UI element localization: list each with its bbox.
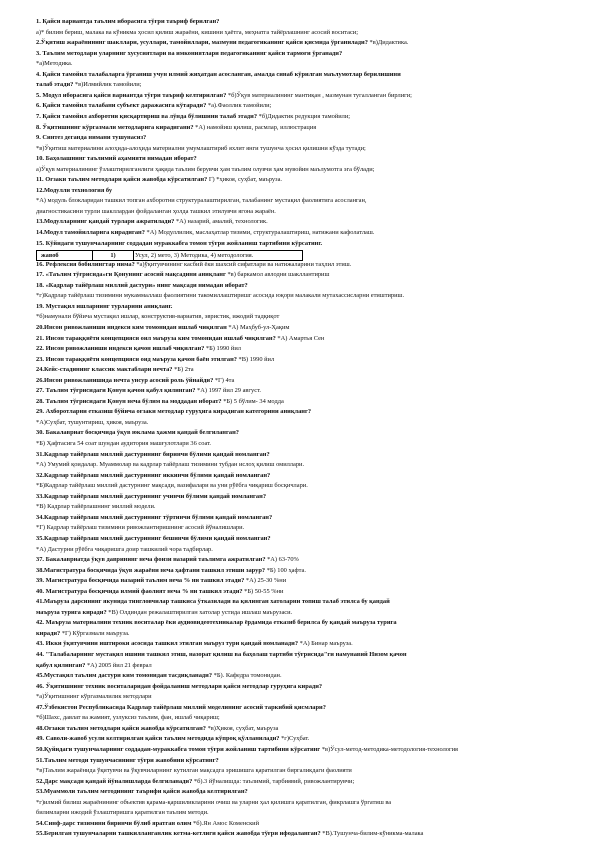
text-line <box>36 366 566 374</box>
question-text: 3. Таълим методлари уларнинг хусусиятлари ва имкониятлари педагогиканинг қайси тармоғи ўрганади? <box>36 49 343 57</box>
answer-text: *в)Таълим жараёнида ўқитувчи ва ўқувчиларнинг кутилган мақсадга эришишга қаратилган биргаликдаги фаолияти <box>36 767 352 775</box>
text-line <box>36 820 566 828</box>
question-text: 16. Рефлексия бобилингтар нима? <box>36 260 135 268</box>
question-text: 24.Кейс-стадининг классик мактаблари нечта? <box>36 366 173 374</box>
answer-text: *В) Олдиндан режалаштирилган хатолар устида ишлаш маърузаси. <box>106 608 293 616</box>
text-line <box>36 124 566 132</box>
question-text: 23. Инсон тараққиёти концепцияси оид маъруза қачон баён этилган? <box>36 355 237 363</box>
answer-text: *В) Кадрлар тайёрлашнинг миллий модели. <box>36 503 156 511</box>
answer-text: *а)Ўқитишнинг кўргазмалилик методлари <box>36 693 152 701</box>
answer-table-q15 <box>36 250 303 261</box>
text-line <box>36 102 566 110</box>
question-text: 44. "Талабаларнинг мустақил ишини ташкил этиш, назорат қилиш ва баҳолаш тартиби тўғрисида"ги намунавий Низом қачон <box>36 651 407 658</box>
answer-text: а)* билим бериш, малака ва кўникма ҳосил қилиш жараёни, кишини ҳаётга, меҳнатга тайёрлашнинг асосий воситаси; <box>36 28 358 36</box>
text-line <box>36 429 566 437</box>
text-line <box>36 324 566 332</box>
text-line <box>36 588 566 596</box>
answer-text: *А) 2005 йил 21 феврал <box>85 661 152 669</box>
answer-text: Усул, 2) мето, 3) Методика, 4) методология. <box>135 252 254 260</box>
question-text: 46. Ўқитишнинг техник воситаларидан фойдаланиш методлари қайси методлар гуруҳига киради? <box>36 682 323 690</box>
text-line <box>36 398 566 406</box>
text-line <box>36 514 566 522</box>
question-text: 47.Ўзбекистон Республикасида Кадрлар тайёрлаш миллий моделининг асосий таркибий қисмлари? <box>36 703 326 711</box>
text-line <box>36 662 566 670</box>
question-text: 40. Магистратура босқичида илмий фаолият неча % ни ташкил этади? <box>36 587 243 595</box>
question-text: 4. Қайси тамойил талабаларга ўрганиш учун илмий жиҳатдан асосланган, амалда синаб кўрилган маълумотлар берилишини <box>36 70 401 78</box>
text-line <box>36 725 566 733</box>
question-text: 6. Қайси тамойил талабани субъект даражасига кўтаради? <box>36 102 207 110</box>
text-line <box>36 240 566 248</box>
text-line <box>36 71 566 79</box>
answer-text: *Г) 4та <box>213 376 235 384</box>
question-text: 39. Магистратура босқичида назарий таълим неча % ни ташкил этади? <box>36 577 245 585</box>
question-text: 2.Ўқитиш жараёнининг шакллари, усуллари, тамойиллари, мазмуни педагогиканинг қайси қисмида ўрганилади? <box>36 39 368 47</box>
question-text: 42. Маъруза материалини техник воситалар ёки аудиовидеотехникалар ёрдамида етказиб берилса бу қандай маъруза турига <box>36 619 397 627</box>
answer-text: *г)Кадрлар тайёрлаш тизимини мукаммаллаш фаолиятини такомиллаштиришг асосида юқори малакали мутахассисларни етиштириш. <box>36 292 405 300</box>
text-line <box>36 799 566 807</box>
text-line <box>36 208 566 216</box>
question-text: 7. Қайси тамойил ахборотни қисқартириш ва лўнда бўлишини талаб этади? <box>36 112 258 120</box>
question-text: киради? <box>36 629 61 637</box>
question-text: қабул қилинган? <box>36 661 86 669</box>
question-text: 26.Инсон ривожланишида нечта унсур асосий роль ўйнайди? <box>36 376 214 384</box>
text-line <box>36 134 566 142</box>
answer-text: *в)Илмийлик тамойили; <box>73 81 142 89</box>
text-line <box>36 387 566 395</box>
text-line <box>36 493 566 501</box>
answer-text: *Г) Кўргазмали маъруза. <box>60 629 130 637</box>
text-line <box>36 113 566 121</box>
text-line <box>36 472 566 480</box>
text-line <box>36 81 566 89</box>
text-line <box>36 577 566 585</box>
question-text: 55.Берилган тушунчаларни ташкилланганлик кетма-кетлиги қайси жавобда тўғри ифодаланган? <box>36 830 321 838</box>
question-text: 52.Дарс мақсади қандай йўналишларда белгиланади? <box>36 777 193 785</box>
text-line <box>36 672 566 680</box>
text-line <box>36 377 566 385</box>
text-line <box>36 546 566 554</box>
answer-text: *а)Методика. <box>36 60 73 68</box>
question-text: 28. Таълим тўғрисидаги Қонун неча бўлим ва моддадан иборат? <box>36 397 222 405</box>
question-text: 50.Қуйидаги тушунчаларнинг соддадан-мураккабга томон тўғри жойланиш тартибини кўрсатинг <box>36 745 321 753</box>
question-text: 41.Маъруза дарсининг якунида тингловчилар ташкиса ўтказилади ва қилинган хатоларни топиш талаб этилса бу қандай <box>36 598 390 606</box>
text-line <box>36 567 566 575</box>
text-line <box>36 714 566 722</box>
text-line <box>36 767 566 775</box>
text-line <box>36 778 566 786</box>
answer-text: *в)Ўқитиш материалини алоҳида-алоҳида материални умумлаштириб яхлит янги тушунча ҳосил қилишни кўзда тутади; <box>36 144 366 152</box>
text-line <box>36 408 566 416</box>
text-line <box>36 693 566 701</box>
text-line <box>36 92 566 100</box>
text-line <box>36 651 566 659</box>
question-text: 37. Бакалавриатда ўқув даврининг неча фоизи назарий таълимга ажратилган? <box>36 556 266 564</box>
text-line <box>36 197 566 205</box>
text-line <box>36 345 566 353</box>
question-text: 51.Таълим методи тушунчасининг тўғри жавобини кўрсатинг? <box>36 756 219 764</box>
answer-text: *А) 63-70% <box>265 556 299 564</box>
text-line <box>36 704 566 712</box>
question-text: 13.Модулларнинг қандай турлари ажратилади? <box>36 218 175 226</box>
question-text: 45.Мустақил таълим дастури ким томонидан тасдиқланади? <box>36 672 213 680</box>
text-line <box>36 419 566 427</box>
question-text: 5. Модул иборасига қайси вариантда тўғри таъриф келтирилган? <box>36 91 227 99</box>
question-text: 48.Оғзаки таълим методлари қайси жавобда кўрсатилган? <box>36 724 206 732</box>
answer-label: жавоб <box>37 251 93 260</box>
text-line <box>36 303 566 311</box>
text-line <box>36 556 566 564</box>
text-line <box>36 60 566 68</box>
answer-text: *Б) Ҳафтасига 54 соат шундан аудитория машғулотлари 36 соат. <box>36 440 212 447</box>
question-text: 19. Мустақил ишларнинг турларини аниқланг. <box>36 302 173 310</box>
text-line <box>36 335 566 343</box>
text-line <box>36 524 566 532</box>
answer-text: а)Ўқув материалининг ўзлаштирилганлиги ҳақида таълим берувчи ҳам таълим олувчи ҳам мувойин маълумотга эга бўлади; <box>36 165 375 173</box>
answer-text: *Б) 2та <box>172 366 194 374</box>
answer-choice: 1) <box>93 251 134 260</box>
answer-text: *В).Тушунча-билим-кўникма-малака <box>320 830 424 838</box>
answer-text: *Б) 5 бўлим- 34 модда <box>221 397 284 405</box>
question-text: 30. Бакалавриат босқичида ўқув юклама ҳажми қандай белгиланган? <box>36 429 239 437</box>
answer-text: билимларни ижодий ўзлаштиришга қаратилган таълим методи. <box>36 809 209 817</box>
answer-text: *Б) 50-55 %ни <box>242 587 284 595</box>
answer-text: *а).Фаоллик тамойили; <box>206 102 272 110</box>
answer-text: *Б) 100 ҳафта. <box>265 566 306 574</box>
answer-text: *б)намунали бўйича мустақил ишлар, конструктив-вариатив, эвристик, ижодий тадқиқот <box>36 313 280 321</box>
answer-text: *б).Ян Амос Коменский <box>191 819 260 827</box>
text-line <box>36 683 566 691</box>
answer-text: *в)Дидактика. <box>367 39 409 47</box>
text-line <box>36 313 566 321</box>
answer-text: *А) 1997 йил 29 август. <box>195 387 261 395</box>
question-text: 14.Модул тамойилларига кирадиган? <box>36 229 145 236</box>
text-line <box>36 640 566 648</box>
question-text: 20.Инсон ривожланиши индекси ким томонидан ишлаб чиқилган <box>36 323 227 331</box>
answer-text: *А) модуль блокларидан ташкил топган ахборотни структуралаштирилган, талабанинг мустақил фаолиятига асосланган, <box>36 197 367 205</box>
text-line <box>36 440 566 448</box>
question-text: 49. Саволи-жавоб усули келтирилган қайси таълим методида кўпроқ қўлланилади? <box>36 735 280 743</box>
question-text: 38.Магистратура босқичида ўқув жараёни неча ҳафтани ташкил этиши зарур? <box>36 566 266 574</box>
text-line <box>36 187 566 195</box>
text-line <box>36 261 566 269</box>
answer-text: *А) 25-30 %ни <box>244 577 287 585</box>
text-line <box>36 757 566 765</box>
text-line <box>36 176 566 184</box>
answer-text: *А) Амартья Сен <box>275 334 325 342</box>
text-line <box>36 830 566 838</box>
question-text: 17. «Таълим тўғрисида»ги Қонунинг асосий мақсадини аниқланг <box>36 271 226 279</box>
answer-text: *б)Дидактик редукция тамойили; <box>257 112 351 120</box>
text-line <box>36 356 566 364</box>
text-line <box>36 50 566 58</box>
question-text: 11. Оғзаки таълим методлари қайси жавобда кўрсатилган? <box>36 176 208 184</box>
text-line <box>36 218 566 226</box>
answer-text: *в)Ҳикоя, суҳбат, маъруза <box>205 724 279 732</box>
answer-text: *Б) 1990 йил <box>204 345 241 353</box>
answer-text: *в)Ўсул-метод-методика-методология-технология <box>320 745 458 753</box>
question-text: 15. Кўйидаги тушунчаларнинг соддадан мураккабга томон тўғри жойланиш тартибини кўрсатинг. <box>36 239 323 247</box>
answer-text: *А) Умумий қоидалар. Муаммолар ва кадрлар тайёрлаш тизимини тубдан ислоҳ қилиш омиллари. <box>36 461 305 469</box>
text-line <box>36 735 566 743</box>
text-line <box>36 29 566 37</box>
text-line <box>36 503 566 511</box>
text-line <box>36 155 566 163</box>
answer-text: *б)Шахс, давлат ва жамият, узлуксиз таълим, фан, ишлаб чиқариш; <box>36 714 220 722</box>
answer-text: диагностикасини турли шакллардан фойдаланган ҳолда ташкил этилувчи ягона жараён. <box>36 207 276 215</box>
text-line <box>36 535 566 543</box>
answer-text: *А) Маҳбуб-ул-Ҳақим <box>226 323 290 331</box>
question-text: 27. Таълим тўғрисидаги Қонун қачон қабул қилинган? <box>36 387 196 395</box>
question-text: 33.Кадрлар тайёрлаш миллий дастурининг учинчи бўлими қандай номланган? <box>36 492 267 500</box>
question-text: 31.Кадрлар тайёрлаш миллий дастурининг биринчи бўлими қандай номланган? <box>36 450 270 458</box>
text-line <box>36 609 566 617</box>
answer-text: *А) намойиш қилиш, расмлар, иллюстрация <box>193 123 317 131</box>
answer-text: *Б). Кафедра томонидан. <box>212 672 282 680</box>
answer-text: *В) 1990 йил <box>236 355 275 363</box>
text-line <box>36 145 566 153</box>
question-text: талаб этади? <box>36 81 74 89</box>
text-line <box>36 271 566 279</box>
answer-text: *А) назарий, амалий, технологик. <box>174 218 268 226</box>
answer-text: *а)ўқитувчининг касбий ёки шахсий сифатлари ва натижаларини таҳлил этиш. <box>134 260 352 268</box>
question-text: 22. Инсон ривожланиши индекси қачон ишлаб чиқилган? <box>36 345 205 353</box>
question-text: 32.Кадрлар тайёрлаш миллий дастурининг иккинчи бўлими қандай номланган? <box>36 471 271 479</box>
answer-text: *Б)Кадрлар тайёрлаш миллий дастурнинг мақсади, вазифалари ва уни рўёбга чиқариш босқичлари. <box>36 482 308 490</box>
text-line <box>36 619 566 627</box>
question-text: 10. Баҳолашнинг таълимий аҳамияти нимадан иборат? <box>36 155 197 163</box>
question-text: 1. Қайси вариантда таълим иборасига тўғри таъриф берилган? <box>36 18 220 25</box>
question-text: 54.Синф-дарс тизимини биринчи бўлиб яратган олим <box>36 819 192 827</box>
answer-text: *Г) Кадрлар тайёрлаш тизимини ривожлантиришнинг асосий йўналишлари. <box>36 524 245 532</box>
text-line <box>36 292 566 300</box>
text-line <box>36 598 566 606</box>
text-line <box>36 630 566 638</box>
text-line <box>36 229 566 237</box>
answer-text: *А) Дастурни рўёбга чиқаришга доир ташкилий чора тадбирлар. <box>36 545 213 553</box>
question-text: 43. Икки ўқитувчини иштироки асосида ташкил этилган маъруз тури қандай номланади? <box>36 640 299 648</box>
text-line <box>36 461 566 469</box>
question-text: 34.Кадрлар тайёрлаш миллий дастурининг тўртинчи бўлими қандай номланган? <box>36 513 273 521</box>
question-text: 53.Муаммоли таълим методининг таърифи қайси жавобда келтирилган? <box>36 788 248 796</box>
text-line <box>36 451 566 459</box>
answer-text: *А) Модуллилик, маслаҳатлар тизими, структуралаштириш, натижани кафолатлаш. <box>144 229 375 236</box>
answer-text: *г)илмий билиш жараёнининг объектив қарама-қаршиликларини очиш ва уларни ҳал қилишга қаратилган, фикрлашга ўргатиш ва <box>36 798 392 806</box>
text-line <box>36 809 566 817</box>
answer-text: *б)Ўқув материалининг мантиқан , мазмунан тугалланган бирлиги; <box>226 91 412 99</box>
text-line <box>36 39 566 47</box>
question-text: 18. «Кадрлар тайёрлаш миллий дастури» нинг мақсади нимадан иборат? <box>36 281 248 289</box>
answer-text: *в) баркамол авлодни шакллантириш <box>225 271 330 279</box>
question-text: 9. Синтез деганда нимани тушунасиз? <box>36 134 147 142</box>
question-text: 8. Ўқитишнинг кўргазмали методларига кирадигани? <box>36 123 194 131</box>
answer-text: *б).3 йўналишда: таълимий, тарбиявий, ривожлантирувчи; <box>192 777 355 785</box>
text-line <box>36 282 566 290</box>
answer-text: Г) *ҳикоя, суҳбат, маъруза. <box>207 176 283 184</box>
text-line <box>36 746 566 754</box>
answer-text: *А) Бинар маъруза. <box>298 640 353 648</box>
question-text: маъруза турига киради? <box>36 608 107 616</box>
question-text: 29. Ахборотларни етказиш бўйича оғзаки методлар гуруҳига кирадиган категорини аниқланг? <box>36 408 312 416</box>
question-text: 35.Кадрлар тайёрлаш миллий дастурининг бешинчи бўлими қандай номланган? <box>36 534 271 542</box>
question-text: 12.Модулли технология бу <box>36 186 113 194</box>
text-line <box>36 18 566 26</box>
text-line <box>36 788 566 796</box>
answer-text: *г)Суҳбат. <box>279 735 310 743</box>
answer-text: *А)Суҳбат, тушунтириш, ҳикоя, маъруза. <box>36 418 149 426</box>
text-line <box>36 166 566 174</box>
question-text: 21. Инсон тараққиёти концепцияси оил маъруза ким томонидан ишлаб чиқилган? <box>36 334 276 342</box>
text-line <box>36 482 566 490</box>
